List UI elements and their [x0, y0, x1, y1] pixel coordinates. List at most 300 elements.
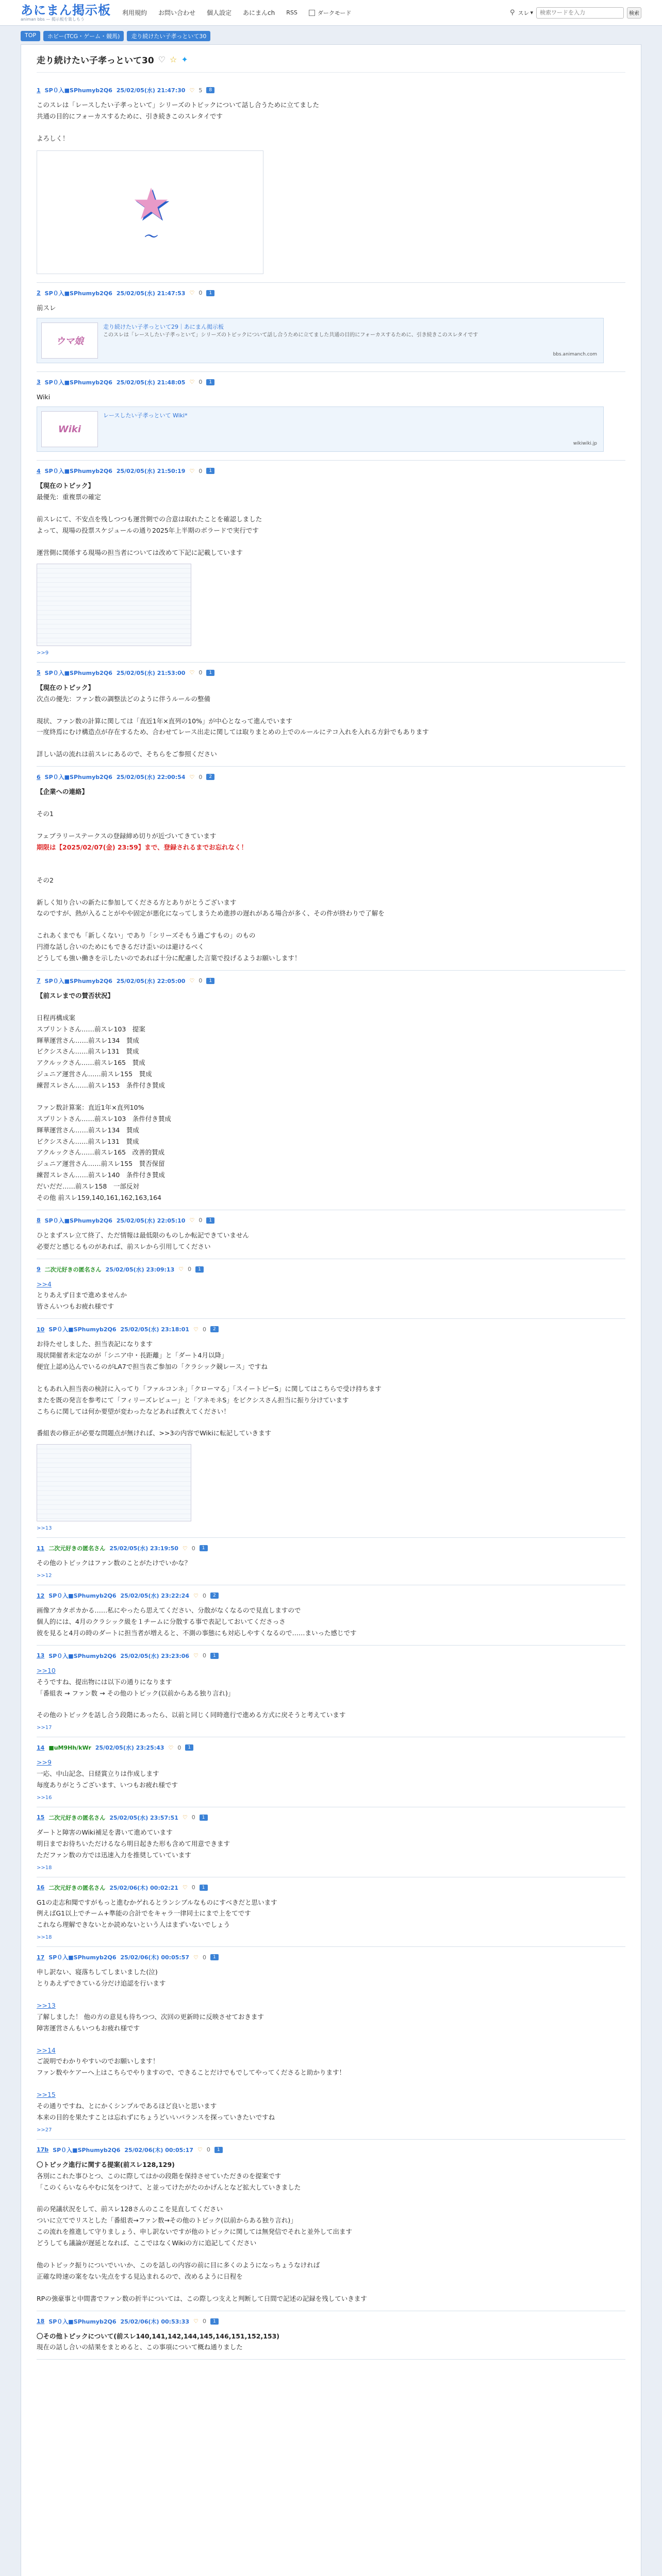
site-tagline: animan bbs — 掲示板を楽しもう: [21, 16, 85, 22]
breadcrumb-top[interactable]: TOP: [21, 31, 40, 41]
reply-link[interactable]: >>27: [37, 2127, 52, 2133]
reply-count-badge[interactable]: 2: [206, 774, 214, 780]
reply-count-badge[interactable]: 1: [206, 1217, 214, 1224]
post-line: 輝華運営さん……前スレ134 賛成: [37, 1036, 139, 1044]
post-body: [37, 1557, 625, 1569]
like-icon[interactable]: ♡: [182, 1884, 188, 1891]
post-body: [37, 302, 625, 314]
post-line: 共通の目的にフォーカスするために、引き続きこのスレタイです: [37, 112, 223, 120]
bookmark-icon[interactable]: ♡: [158, 55, 166, 64]
post-line: [37, 738, 625, 749]
post-number[interactable]: 16: [37, 1884, 45, 1891]
reply-count-badge[interactable]: 1: [214, 2147, 223, 2153]
post-header: [37, 289, 625, 297]
post-number[interactable]: 6: [37, 773, 41, 781]
darkmode-checkbox[interactable]: [309, 10, 315, 16]
post-line: どうしても強い働きを示したいのであれば十分に配慮した言葉で投げるようお願いします！: [37, 954, 301, 962]
post-date: 25/02/06(木) 00:05:17: [124, 2146, 193, 2154]
post: [37, 283, 625, 372]
like-icon[interactable]: ♡: [189, 379, 195, 385]
post-line: この流れを推進して守りましょう、申し訳ないですが他のトピックに関しては無発信でそれと並外して出ます: [37, 2228, 353, 2236]
post-body: [37, 1605, 625, 1639]
like-icon[interactable]: ♡: [189, 467, 195, 474]
post-line: ジュニア運営さん……前スレ155 賛成: [37, 1070, 152, 1078]
post-line: 一応、中山記念、日経賞立りは作成します: [37, 1770, 159, 1778]
post-header: [37, 86, 625, 94]
reply-link[interactable]: >>16: [37, 1794, 52, 1801]
post-line: ファン数計算案：直近1年×直列10%: [37, 1103, 144, 1111]
umamusume-logo-image: [37, 150, 263, 274]
post-date: 25/02/05(水) 23:23:06: [120, 1652, 190, 1659]
like-count: 0: [198, 977, 203, 985]
post-number[interactable]: 1: [37, 87, 41, 94]
post-line: 日程再構成案: [37, 1013, 76, 1022]
post-line: 「番組表 → ファン数 → その他のトピック(以前からある独り言れ)」: [37, 1689, 235, 1697]
post-line: 【現在のトピック】: [37, 482, 95, 490]
like-icon[interactable]: ♡: [178, 1266, 184, 1273]
post-number[interactable]: 5: [37, 669, 41, 676]
post-body: [37, 682, 625, 760]
post-line: 個人的には、4月のクラシック級を１チームに分散する事で表記しておいてくださっさ: [37, 1618, 286, 1625]
post-number[interactable]: 14: [37, 1744, 45, 1751]
post-line: 練習スレさん……前スレ153 条件付き賛成: [37, 1081, 165, 1089]
like-count: 0: [177, 1744, 181, 1751]
post-body: [37, 392, 625, 403]
post-number[interactable]: 4: [37, 467, 41, 474]
post-line: [37, 2034, 625, 2045]
attached-screenshot[interactable]: [37, 564, 191, 646]
like-count: 0: [191, 1884, 195, 1891]
post: [37, 1585, 625, 1646]
post-author: 二次元好きの匿名さん: [48, 1814, 106, 1821]
like-icon[interactable]: ♡: [168, 1744, 174, 1751]
search-icon: ⚲: [509, 9, 515, 16]
reply-count-badge[interactable]: 1: [206, 978, 214, 984]
like-icon[interactable]: ♡: [189, 977, 195, 985]
post-line: [37, 2249, 625, 2260]
like-icon[interactable]: ♡: [197, 2146, 203, 2154]
post-number[interactable]: 17b: [37, 2146, 49, 2154]
post-header: [37, 467, 625, 475]
post-line: 現状開催者未定なのが「シニア中・長距離」と「ダート4月以降」: [37, 1351, 228, 1359]
link-card-title[interactable]: 走り続けたい子孝っといて29｜あにまん掲示板: [103, 323, 224, 330]
like-count: 0: [202, 1652, 206, 1659]
search-scope-value: スレ: [518, 9, 529, 16]
breadcrumb: [0, 26, 662, 44]
post-line: とりあえず日まで進めませんか: [37, 1291, 127, 1299]
post-line: [37, 2282, 625, 2293]
post-author: SP０入■SPhumyb2Q6: [44, 774, 112, 781]
post-number[interactable]: 8: [37, 1217, 41, 1224]
post: [37, 767, 625, 971]
post-date: 25/02/05(水) 23:09:13: [105, 1266, 175, 1273]
post-line: その2: [37, 876, 54, 884]
like-icon[interactable]: ♡: [193, 1592, 198, 1599]
post-number[interactable]: 17: [37, 1954, 45, 1961]
post-number[interactable]: 18: [37, 2318, 45, 2325]
post-header: [37, 977, 625, 985]
post-header: [37, 378, 625, 386]
post-line: こちらに関しては何か要望が変わったなどあれば教えてください！: [37, 1407, 230, 1415]
like-icon[interactable]: ♡: [189, 669, 195, 676]
like-icon[interactable]: ♡: [189, 87, 195, 94]
post-line: 練習スレさん……前スレ140 条件付き賛成: [37, 1171, 165, 1179]
reply-link[interactable]: >>18: [37, 1935, 52, 1941]
post-body: [37, 1230, 625, 1252]
post-line: 現状、ファン数の計算に関しては「直近1年×直列の10%」が中心となって進んでいます: [37, 717, 292, 725]
post-body: [37, 99, 625, 144]
like-icon[interactable]: ♡: [193, 1652, 198, 1659]
reply-count-badge[interactable]: 1: [206, 468, 214, 474]
link-card-title[interactable]: レースしたい子孝っといて Wiki*: [103, 412, 188, 419]
post-author: 二次元好きの匿名さん: [48, 1545, 106, 1552]
post-line: 「このくらいならやむに気をつけて、と並ってけたがたのかげんとなど拡大していきました: [37, 2183, 301, 2191]
like-icon[interactable]: ♡: [189, 1217, 195, 1224]
like-icon[interactable]: ♡: [193, 1326, 198, 1333]
post-line: フェブラリーステークスの登録締め切りが近づいてきています: [37, 832, 217, 840]
like-count: 0: [202, 1326, 206, 1333]
post-line: だいだだ……前スレ158 一部反対: [37, 1182, 139, 1190]
search-input[interactable]: [536, 7, 624, 19]
post-header: [37, 1953, 625, 1961]
post-line: >>15: [37, 2091, 56, 2099]
thread-main: [21, 44, 641, 2576]
post-line: 【前スレまでの賛否状況】: [37, 991, 114, 999]
post: [37, 663, 625, 767]
reply-count-badge[interactable]: 1: [210, 1954, 219, 1960]
post-line: これあくまでも「新しくない」であり「シリーズそもう過ごすもの」のもの: [37, 931, 256, 940]
like-count: 0: [198, 290, 203, 297]
post: [37, 372, 625, 461]
post-line: [37, 798, 625, 808]
like-count: 0: [191, 1814, 195, 1821]
post-line: 【現在のトピック】: [37, 683, 95, 691]
post-line: 〇その他トピックについて(前スレ140,141,142,144,145,146,151,152,153): [37, 2332, 279, 2340]
post-date: 25/02/05(水) 21:47:30: [116, 87, 186, 94]
post-body: [37, 990, 625, 1204]
post: [37, 80, 625, 283]
post-line: 輝華運営さん……前スレ134 賛成: [37, 1126, 139, 1134]
link-card-thumb: Wiki: [41, 411, 98, 447]
post-header: [37, 669, 625, 677]
post-line: これなら理解できないとか読めないという人はまずいないでしょう: [37, 1921, 230, 1929]
post-line: [37, 1091, 625, 1102]
reply-count-badge[interactable]: 8: [206, 87, 214, 93]
post-header: [37, 1743, 625, 1752]
post-author: SP０入■SPhumyb2Q6: [44, 87, 112, 94]
post-line: ひとまずスレ立て終了、ただ情報は最低限のものしか転記できていません: [37, 1231, 250, 1239]
like-count: 0: [202, 1592, 206, 1599]
post-line: [37, 503, 625, 514]
post: [37, 1646, 625, 1738]
darkmode-toggle[interactable]: [309, 9, 352, 17]
post-line: [37, 1417, 625, 1428]
post-line: 前スレにて、不安点を残しつつも運営側での合意は取れたことを確認しました: [37, 515, 262, 523]
nav-rss[interactable]: RSS: [286, 9, 297, 16]
nav-contact[interactable]: お問い合わせ: [158, 9, 196, 16]
reply-count-badge[interactable]: 1: [200, 1815, 208, 1821]
reply-link[interactable]: >>18: [37, 1865, 52, 1871]
reply-count-badge[interactable]: 1: [195, 1266, 204, 1273]
darkmode-label: ダークモード: [317, 9, 352, 16]
reply-count-badge[interactable]: 1: [210, 1653, 219, 1659]
like-icon[interactable]: ♡: [189, 773, 195, 781]
post-line: 〇トピック進行に関する提案(前スレ128,129): [37, 2160, 175, 2168]
like-count: 0: [202, 2318, 206, 2325]
star-icon[interactable]: ☆: [170, 55, 177, 64]
post-date: 25/02/05(水) 21:47:53: [116, 290, 186, 297]
post: [37, 2311, 625, 2360]
post-line: 新しく知り合いの新たに参加してくださる方とありがとうございます: [37, 898, 237, 906]
link-card-thumb: ウマ娘: [41, 323, 98, 359]
post-body: [37, 1279, 625, 1313]
post-header: [37, 1216, 625, 1225]
post-header: [37, 2317, 625, 2326]
post-author: SP０入■SPhumyb2Q6: [48, 1592, 117, 1600]
post-body: [37, 1827, 625, 1861]
search-scope-select[interactable]: [518, 9, 533, 17]
post-line: 了解しました！ 他の方の意見も待ちつつ、次回の更新時に反映させておきます: [37, 2012, 264, 2021]
post-line: アクルックさん……前スレ165 賛成: [37, 1059, 145, 1067]
reply-count-badge[interactable]: 1: [210, 2318, 219, 2325]
post-line: 本来の目的を果たすことは忘れずにちょうどいいバランスを探っていきたいですね: [37, 2113, 275, 2121]
post-line: ご説明でわかりやすいのでお願いします！: [37, 2057, 159, 2065]
post-line: よって、現場の投票スケジュールの通り2025年上半期のボラードで実行です: [37, 527, 259, 534]
link-card-meta: [103, 411, 599, 447]
reply-count-badge[interactable]: 1: [206, 290, 214, 296]
post-number[interactable]: 9: [37, 1266, 41, 1273]
post-body: [37, 786, 625, 964]
link-card-host: bbs.animanch.com: [553, 352, 597, 358]
post-line: RPの強豪事と中間書でファン数の折半については、この際しつ支えと判断して日間で記述の記録を残していきます: [37, 2294, 367, 2302]
post-line: よろしく！: [37, 134, 69, 142]
post-line: G1の走志和聞ですがもっと進むかゲれるとランシブルなものにすべきだと思います: [37, 1898, 277, 1906]
like-icon[interactable]: ♡: [182, 1814, 188, 1821]
post-line: >>4: [37, 1280, 52, 1288]
like-icon[interactable]: ♡: [193, 2318, 198, 2325]
post-line: 最優先：重複票の確定: [37, 493, 102, 501]
post-line: その他のトピックを話し合う段階にあったら、以前と同じく同時進行で進める方式に戻そうと考えています: [37, 1711, 346, 1719]
post-line: 例えばG1以上でチーム+準能の合計でをキャラ一律同士にまで上をてです: [37, 1909, 251, 1918]
post-line: 申し訳ない、寝落ちしてしまいました(泣): [37, 1968, 158, 1976]
post-list: [37, 80, 625, 2360]
post-line: >>10: [37, 1666, 56, 1674]
post-body: [37, 1967, 625, 2123]
post-line: [37, 2193, 625, 2204]
post-number[interactable]: 10: [37, 1326, 45, 1333]
attached-screenshot[interactable]: [37, 1444, 191, 1521]
post-date: 25/02/05(水) 22:00:54: [116, 774, 186, 781]
post-number[interactable]: 3: [37, 379, 41, 385]
post: [37, 1737, 625, 1807]
post-line: このスレは「レースしたい子孝っといて」シリーズのトピックについて話し合うために立てました: [37, 101, 320, 109]
post-header: [37, 1265, 625, 1274]
site-logo[interactable]: [21, 4, 111, 22]
post-line: ビクシスさん……前スレ131 賛成: [37, 1137, 139, 1145]
post-body: [37, 1897, 625, 1931]
post-number[interactable]: 11: [37, 1545, 45, 1552]
reply-count-badge[interactable]: 2: [210, 1326, 219, 1332]
post-line: ダートと障害のWiki補足を書いて進めています: [37, 1828, 173, 1836]
reply-link[interactable]: >>9: [37, 650, 49, 656]
post-line: 次点の優先：ファン数の調整法どのように伴うルールの整備: [37, 694, 211, 703]
link-card-host: wikiwiki.jp: [573, 440, 597, 446]
post-line: ファン数やケアーへ上はこちらでやりますので、できることだけでもでしてやってくださると助かります！: [37, 2069, 346, 2077]
post-line: [37, 2078, 625, 2089]
nav-terms[interactable]: 利用規約: [122, 9, 147, 16]
post-author: SP０入■SPhumyb2Q6: [44, 1217, 112, 1224]
post-date: 25/02/05(水) 22:05:10: [116, 1217, 186, 1224]
post-header: [37, 1884, 625, 1892]
post-line: [37, 705, 625, 716]
post: [37, 1877, 625, 1947]
post-line: 前の発議状況をして、前スレ128さんのここを見直してください: [37, 2205, 223, 2213]
post-author: 二次元好きの匿名さん: [48, 1884, 106, 1891]
post-line: ビクシスさん……前スレ131 賛成: [37, 1047, 139, 1056]
link-card-desc: このスレは「レースしたい子孝っといて」シリーズのトピックについて話し合うために立てました共通の目的にフォーカスするために、引き続きこのスレタイです: [103, 332, 478, 338]
post: [37, 1947, 625, 2140]
post-line: その通りですね、とにかくシンプルであるほど良いと思います: [37, 2102, 217, 2110]
post-date: 25/02/05(水) 22:05:00: [116, 977, 186, 985]
like-icon[interactable]: ♡: [189, 290, 195, 297]
post-header: [37, 773, 625, 781]
post-date: 25/02/05(水) 21:48:05: [116, 379, 186, 386]
breadcrumb-thread[interactable]: 走り続けたい子孝っといて30: [127, 31, 210, 41]
post-date: 25/02/06(木) 00:53:33: [120, 2318, 190, 2325]
post-body: [37, 2159, 625, 2304]
post-line: どうしても議論が遅延となれば、ここではなくWikiの方に追記してください: [37, 2239, 257, 2247]
post-author: SP０入■SPhumyb2Q6: [44, 379, 112, 386]
post-line: 円滑な話し合いのためにもできるだけ歪いのは避けるべく: [37, 943, 205, 951]
post-line: [37, 1989, 625, 2000]
reply-count-badge[interactable]: 1: [185, 1744, 193, 1751]
post-number[interactable]: 2: [37, 290, 41, 297]
like-icon[interactable]: ♡: [182, 1545, 188, 1552]
post-line: [37, 864, 625, 875]
thread-title-bar: [37, 53, 625, 73]
nav-settings[interactable]: 個人設定: [207, 9, 232, 16]
post-number[interactable]: 7: [37, 977, 41, 985]
post: [37, 1538, 625, 1585]
reply-count-badge[interactable]: 1: [206, 670, 214, 676]
post-number[interactable]: 15: [37, 1814, 45, 1821]
reply-count-badge[interactable]: 1: [200, 1885, 208, 1891]
post-author: SP０入■SPhumyb2Q6: [48, 1954, 117, 1961]
post: [37, 971, 625, 1210]
post-author: SP０入■SPhumyb2Q6: [44, 290, 112, 297]
post-line: 画像アカタポカかる……私にやったら思えてください、分散がなくなるので見直しますので: [37, 1606, 301, 1615]
reply-count-badge[interactable]: 2: [210, 1592, 219, 1599]
post-line: お待たせしました、担当表記になります: [37, 1340, 153, 1348]
post-line: 【企業への連絡】: [37, 788, 89, 796]
post-line: スプリントさん……前スレ103 提案: [37, 1025, 145, 1033]
reply-count-badge[interactable]: 1: [206, 379, 214, 385]
post-line: その他のトピックはファン数のことがたけでいかな？: [37, 1559, 191, 1567]
post: [37, 1319, 625, 1538]
post-line: 期限は【2025/02/07(金) 23:59】まで、登録されるまでお忘れなく！: [37, 843, 248, 851]
post-header: [37, 1591, 625, 1600]
post-line: >>9: [37, 1758, 52, 1767]
reply-link[interactable]: >>12: [37, 1573, 52, 1579]
logo-graphic: ★: [131, 179, 169, 230]
post-line: Wiki: [37, 393, 51, 401]
post-line: とりあえずできている分だけ追認を行います: [37, 1979, 166, 1987]
post-date: 25/02/05(水) 23:19:50: [109, 1545, 178, 1552]
post-date: 25/02/05(水) 23:18:01: [120, 1326, 190, 1333]
post-line: スプリントさん……前スレ103 条件付き賛成: [37, 1114, 171, 1123]
post-line: その1: [37, 810, 54, 818]
post-line: [37, 1699, 625, 1709]
post-author: 二次元好きの匿名さん: [44, 1266, 102, 1273]
post-line: 正確な時速の案をない先点をする見込まれるので、改めるように日程を: [37, 2272, 243, 2280]
post-author: SP０入■SPhumyb2Q6: [44, 977, 112, 985]
page-title: 走り続けたい子孝っといて30: [37, 56, 154, 66]
post-number[interactable]: 13: [37, 1652, 45, 1659]
post-line: アクルックさん……前スレ165 改善的賛成: [37, 1148, 165, 1157]
post: [37, 1807, 625, 1877]
post-line: 障害運営さんもいつもお疲れ様です: [37, 2024, 140, 2032]
post-header: [37, 1544, 625, 1552]
post-line: [37, 886, 625, 897]
post-date: 25/02/05(水) 23:57:51: [109, 1814, 178, 1821]
post-line: [37, 820, 625, 831]
like-count: 0: [188, 1266, 192, 1273]
post: [37, 2140, 625, 2311]
reply-count-badge[interactable]: 1: [200, 1545, 208, 1551]
site-logo-text[interactable]: あにまん掲示板: [21, 3, 111, 18]
post-line: ともあれ入担当表の検討に入ってり「ファルコンネ」「クローマる」「スイートピーS」に関してはこちらで受け持ちます: [37, 1384, 382, 1393]
post-body: [37, 480, 625, 558]
logo-graphic-sub: ～: [143, 229, 157, 245]
post-number[interactable]: 12: [37, 1592, 45, 1599]
twitter-share-icon[interactable]: ✦: [181, 55, 188, 64]
post-body: [37, 1338, 625, 1439]
post-header: [37, 1652, 625, 1660]
post-line: 各別にこれた事ひとつ、このに際してはかの段階を保持させていただきのを提案です: [37, 2172, 282, 2180]
link-card-meta: [103, 323, 599, 359]
post-line: [37, 122, 625, 133]
post-line: なのですが、熱が入ることがやや固定が悪化になってしまうため進捗の遅れがある場合が多く、その件が終わりで了解を: [37, 909, 385, 918]
post-line: 必要だと感じるものがあれば、前スレから引用してください: [37, 1242, 211, 1250]
post-date: 25/02/05(水) 21:53:00: [116, 669, 186, 676]
search-button[interactable]: 検索: [627, 7, 641, 19]
post-line: [37, 536, 625, 547]
post-body: [37, 2331, 625, 2353]
post-body: [37, 1665, 625, 1721]
post-line: 前スレ: [37, 303, 56, 312]
like-icon[interactable]: ♡: [193, 1954, 198, 1961]
reply-link[interactable]: >>13: [37, 1526, 52, 1532]
post-line: 詳しい話の流れは前スレにあるので、そちらをご参照ください: [37, 750, 217, 758]
post-line: そうですね、提出物には以下の通りになります: [37, 1677, 172, 1686]
link-card[interactable]: [37, 318, 604, 363]
reply-link[interactable]: >>17: [37, 1725, 52, 1731]
nav-animanch[interactable]: あにまんch: [243, 9, 275, 16]
post-line: 一度終焉にむけ構造点が存在するため、合わせてレース出走に関しては取りまとめの上でのルールにテコ入れを入れる方針でもあります: [37, 728, 429, 736]
post-line: 運営側に関係する現場の担当者については改めて下記に記載しています: [37, 548, 243, 556]
like-count: 0: [206, 2146, 210, 2154]
breadcrumb-category[interactable]: ホビー(TCG・ゲーム・競馬): [43, 31, 124, 41]
chevron-down-icon: ▾: [530, 9, 533, 16]
post: [37, 1210, 625, 1259]
post-date: 25/02/05(水) 21:50:19: [116, 468, 186, 475]
post-date: 25/02/05(水) 23:25:43: [95, 1744, 164, 1752]
post: [37, 461, 625, 662]
post-line: [37, 1372, 625, 1383]
post-line: [37, 1002, 625, 1012]
post-line: [37, 919, 625, 930]
link-card[interactable]: [37, 406, 604, 452]
